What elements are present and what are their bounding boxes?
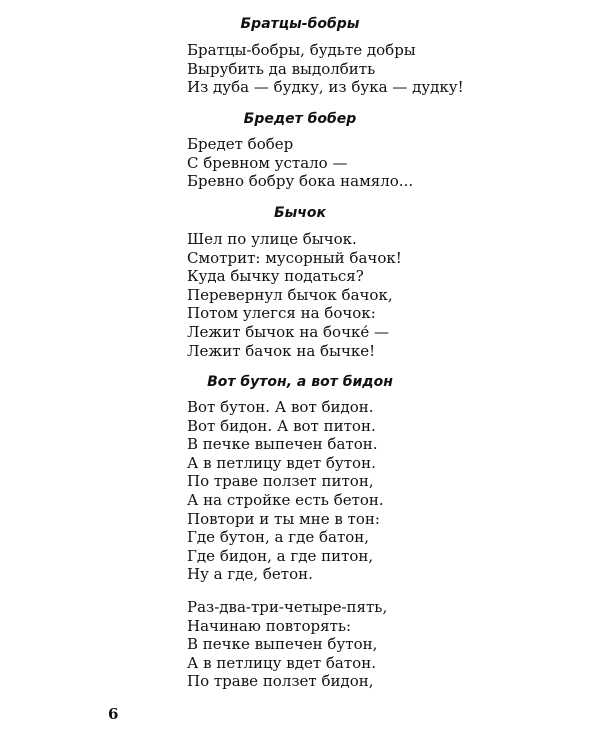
poem-line: Потом улегся на бочок: bbox=[187, 304, 376, 323]
poem-line: Повтори и ты мне в тон: bbox=[187, 509, 380, 528]
poem-title-vot-buton: Вот бутон, а вот бидон bbox=[207, 374, 393, 390]
poem-line: Бревно бобру бока намяло... bbox=[187, 172, 414, 191]
poem-line: Где бутон, а где батон, bbox=[187, 528, 370, 547]
poem-line: С бревном устало — bbox=[187, 153, 348, 172]
poem-line: А в петлицу вдет бутон. bbox=[187, 453, 376, 472]
poem-line: А на стройке есть бетон. bbox=[187, 490, 384, 509]
poem-line: Лежит бачок на бычке! bbox=[187, 341, 376, 360]
poem-line: Шел по улице бычок. bbox=[187, 230, 357, 248]
poem-line: Смотрит: мусорный бачок! bbox=[187, 248, 402, 267]
poem-line: Ну а где, бетон. bbox=[187, 565, 313, 584]
poem-line: В печке выпечен бутон, bbox=[187, 635, 378, 654]
poem-stanza bbox=[187, 230, 402, 360]
poem-title-bredet-bober: Бредет бобер bbox=[243, 111, 357, 127]
poem-stanza bbox=[187, 41, 464, 97]
poem-line: Вот бидон. А вот питон. bbox=[187, 416, 376, 435]
poem-line: Начинаю повторять: bbox=[187, 616, 352, 635]
poem-line: Лежит бычок на бочке́ — bbox=[187, 322, 390, 341]
page-number: 6 bbox=[108, 705, 119, 723]
poem-line: А в петлицу вдет батон. bbox=[187, 653, 376, 672]
poem-stanza bbox=[187, 398, 384, 584]
poem-line: В печке выпечен батон. bbox=[187, 435, 378, 454]
poem-line: Вот бутон. А вот бидон. bbox=[187, 398, 374, 416]
poem-line: Бредет бобер bbox=[187, 135, 294, 153]
poem-line: По траве ползет питон, bbox=[187, 472, 374, 491]
poem-stanza bbox=[187, 135, 413, 191]
poem-line: Перевернул бычок бачок, bbox=[187, 285, 393, 304]
poem-title-bratcy-bobry: Братцы-бобры bbox=[240, 16, 360, 32]
poem-line: Раз-два-три-четыре-пять, bbox=[187, 598, 388, 616]
poem-line: Куда бычку податься? bbox=[187, 267, 364, 286]
poem-line: По траве ползет бидон, bbox=[187, 672, 374, 691]
poem-title-bychok: Бычок bbox=[273, 205, 327, 221]
poem-stanza bbox=[187, 598, 387, 691]
poem-line: Где бидон, а где питон, bbox=[187, 546, 374, 565]
poem-line: Братцы-бобры, будьте добры bbox=[187, 41, 416, 59]
poem-line: Из дуба — будку, из бука — дудку! bbox=[187, 78, 464, 97]
poem-line: Вырубить да выдолбить bbox=[187, 59, 376, 78]
